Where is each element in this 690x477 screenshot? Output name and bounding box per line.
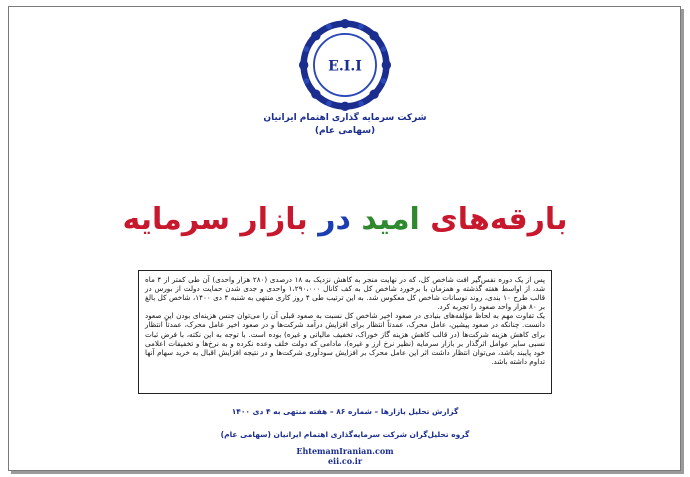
summary-paragraph-1: پس از یک دوره نفس‌گیر افت شاخص کل، که در نهایت منجر به کاهش نزدیک به ۱۸ درصدی (۲۸۰ هزار واحدی) آن طی کمتر از ۴ ماه شد، از اواسط هفته گذشته و همزمان با برخورد شاخص کل به کف کانال ۱،۲۹۰،۰۰۰ واحدی و جدی شدن حمایت دولت از بورس در قالب طرح ۱۰ بندی، روند نوسانات شاخص کل معکوس شد. به این ترتیب طی ۴ روز کاری منتهی به شنبه ۴ دی ۱۴۰۰، شاخص کل بالغ بر ۸۰ هزار واحد صعود را تجربه کرد.	[145, 275, 546, 312]
summary-textbox	[138, 270, 552, 394]
headline-word-hope: امید	[361, 202, 420, 237]
logo-emblem-icon	[298, 18, 392, 112]
report-issue-line: گزارش تحلیل بازارها – شماره ۸۶ – هفته منتهی به ۴ دی ۱۴۰۰	[231, 407, 459, 416]
analyst-group-line: گروه تحلیل‌گران شرکت سرمایه‌گذاری اهتمام ایرانیان (سهامی عام)	[220, 430, 470, 439]
headline-word-sparks: بارقه‌های	[430, 202, 568, 237]
report-headline	[100, 200, 590, 240]
company-name-line2: (سهامی عام)	[314, 126, 376, 136]
summary-paragraph-2: یک تفاوت مهم به لحاظ مؤلفه‌های بنیادی در صعود اخیر شاخص کل نسبت به صعود قبلی آن را می‌توان جنس هزینه‌ای بودن این صعود دانست. چنانکه در صعود پیشین، عامل محرک، عمدتاً انتظار برای افزایش درآمد شرکت‌ها و در صعود اخیر عامل محرک، عمدتاً انتظار برای کاهش هزینه شرکت‌ها (در قالب کاهش هزینه گاز خوراک، تخفیف مالیاتی و غیره) بوده است. با توجه به این نکته، با فرض ثبات نسبی سایر عوامل اثرگذار بر بازار سرمایه (نظیر نرخ ارز و غیره)، مادامی که دولت خلف وعده نکرده و به نرخ‌ها و تخفیفات اعلامی خود پایبند باشد، می‌توان انتظار داشت اثر این عامل محرک بر افزایش سودآوری شرکت‌ها و در نتیجه افزایش اقبال به خرید سهام آنها تداوم داشته باشد.	[145, 311, 545, 366]
company-logo	[298, 18, 392, 112]
website-link-primary[interactable]: EhtemamIranian.com	[296, 446, 394, 456]
logo-text: E.I.I	[328, 58, 362, 75]
headline-word-capital-market: بازار سرمایه	[122, 202, 308, 237]
company-name	[220, 112, 470, 138]
company-name-line1: شرکت سرمایه گذاری اهتمام ایرانیان	[263, 113, 427, 123]
headline-word-in: در	[318, 202, 351, 237]
website-link-secondary[interactable]: eii.co.ir	[327, 456, 363, 466]
